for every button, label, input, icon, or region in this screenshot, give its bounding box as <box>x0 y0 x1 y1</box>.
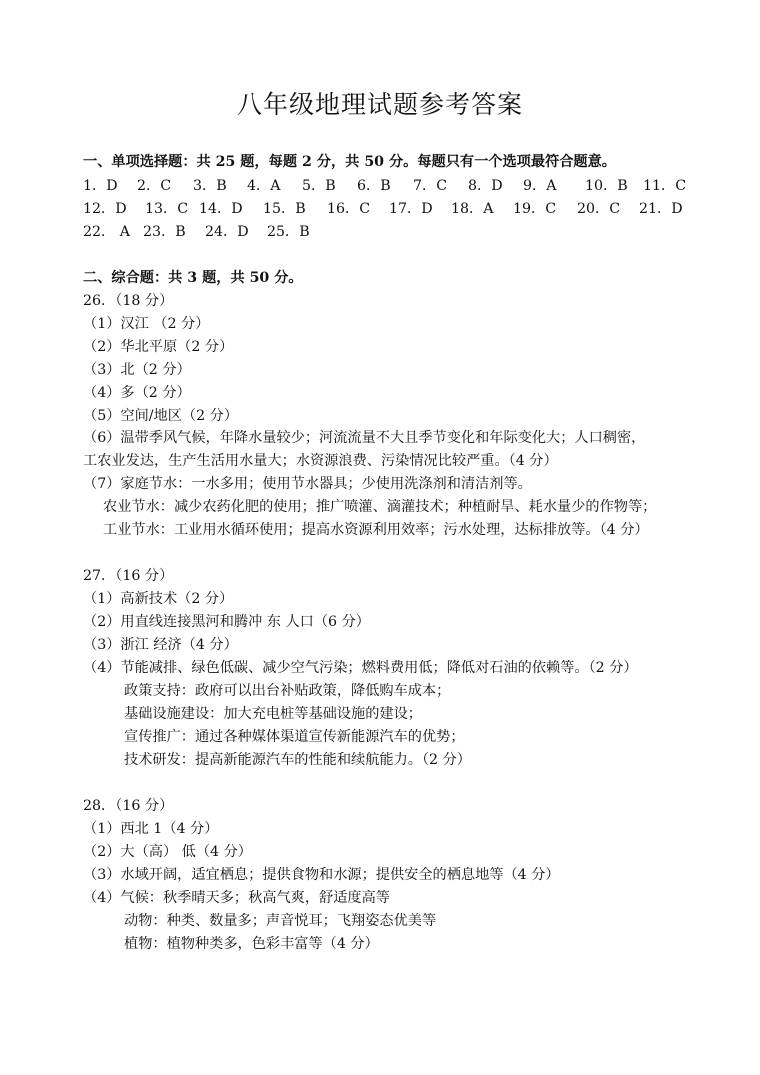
page-title: 八年级地理试题参考答案 <box>236 90 523 119</box>
q27-header: 27．（16 分） <box>83 568 174 584</box>
answer-item: 9．A <box>523 178 557 194</box>
answer-item: 4．A <box>247 178 281 194</box>
q26-line: （3）北（2 分） <box>83 362 191 378</box>
q27-line: （4）节能减排、绿色低碳、减少空气污染；燃料费用低；降低对石油的依赖等。（2 分） <box>83 660 638 676</box>
q27-line: （2）用直线连接黑河和腾冲 东 人口（6 分） <box>83 614 370 630</box>
q27-line: 技术研发：提高新能源汽车的性能和续航能力。（2 分） <box>124 752 471 768</box>
answer-item: 16．C <box>327 201 371 217</box>
answer-item: 22． A <box>83 224 130 240</box>
q26-line: （4）多（2 分） <box>83 385 191 401</box>
answer-item: 3．B <box>193 178 227 194</box>
answer-item: 24．D <box>205 224 249 240</box>
answer-item: 10．B <box>585 178 628 194</box>
q27-line: 宣传推广：通过各种媒体渠道宣传新能源汽车的优势； <box>124 729 465 745</box>
q26-header: 26．（18 分） <box>83 293 174 309</box>
q26-line: 工农业发达，生产生活用水量大；水资源浪费、污染情况比较严重。（4 分） <box>83 453 558 469</box>
q26-line: 工业节水：工业用水循环使用；提高水资源利用效率；污水处理，达标排放等。（4 分） <box>103 522 649 538</box>
q26-line: 农业节水：减少农药化肥的使用；推广喷灌、滴灌技术；种植耐旱、耗水量少的作物等； <box>103 499 657 515</box>
answer-item: 5．B <box>302 178 336 194</box>
answer-item: 1．D <box>83 178 118 194</box>
answer-item: 6．B <box>357 178 391 194</box>
q27-line: （3）浙江 经济（4 分） <box>83 637 238 653</box>
q26-line: （1）汉江 （2 分） <box>83 316 210 332</box>
section1-heading: 一、单项选择题：共 25 题，每题 2 分，共 50 分。每题只有一个选项最符合题意。 <box>83 154 616 170</box>
q26-line: （5）空间/地区（2 分） <box>83 408 239 424</box>
q28-line: （1）西北 1（4 分） <box>83 821 219 837</box>
q28-line: 动物：种类、数量多；声音悦耳；飞翔姿态优美等 <box>124 913 437 929</box>
answer-item: 15．B <box>263 201 306 217</box>
answer-item: 20．C <box>577 201 621 217</box>
q28-line: （3）水域开阔，适宜栖息；提供食物和水源；提供安全的栖息地等（4 分） <box>83 867 560 883</box>
answer-item: 11．C <box>643 178 687 194</box>
q26-line: （2）华北平原（2 分） <box>83 339 234 355</box>
answer-item: 17．D <box>389 201 433 217</box>
answer-item: 14．D <box>199 201 243 217</box>
q28-line: 植物：植物种类多，色彩丰富等（4 分） <box>124 936 379 952</box>
q27-line: （1）高新技术（2 分） <box>83 591 234 607</box>
q28-line: （4）气候：秋季晴天多；秋高气爽，舒适度高等 <box>83 890 390 906</box>
answer-item: 7．C <box>413 178 448 194</box>
answer-item: 12．D <box>83 201 127 217</box>
answer-item: 13．C <box>145 201 189 217</box>
q28-line: （2）大（高） 低（4 分） <box>83 844 252 860</box>
answer-item: 25．B <box>267 224 310 240</box>
section2-heading: 二、综合题：共 3 题，共 50 分。 <box>83 270 303 286</box>
q27-line: 基础设施建设：加大充电桩等基础设施的建设； <box>124 706 422 722</box>
answer-item: 2．C <box>137 178 172 194</box>
answer-item: 21．D <box>639 201 683 217</box>
q27-line: 政策支持：政府可以出台补贴政策，降低购车成本； <box>124 683 451 699</box>
answer-item: 19．C <box>513 201 557 217</box>
q28-header: 28．（16 分） <box>83 798 174 814</box>
answer-item: 23．B <box>143 224 186 240</box>
answer-item: 18．A <box>451 201 494 217</box>
answer-item: 8．D <box>468 178 503 194</box>
q26-line: （6）温带季风气候，年降水量较少；河流流量不大且季节变化和年际变化大；人口稠密， <box>83 430 646 446</box>
q26-line: （7）家庭节水：一水多用；使用节水器具；少使用洗涤剂和清洁剂等。 <box>83 476 532 492</box>
